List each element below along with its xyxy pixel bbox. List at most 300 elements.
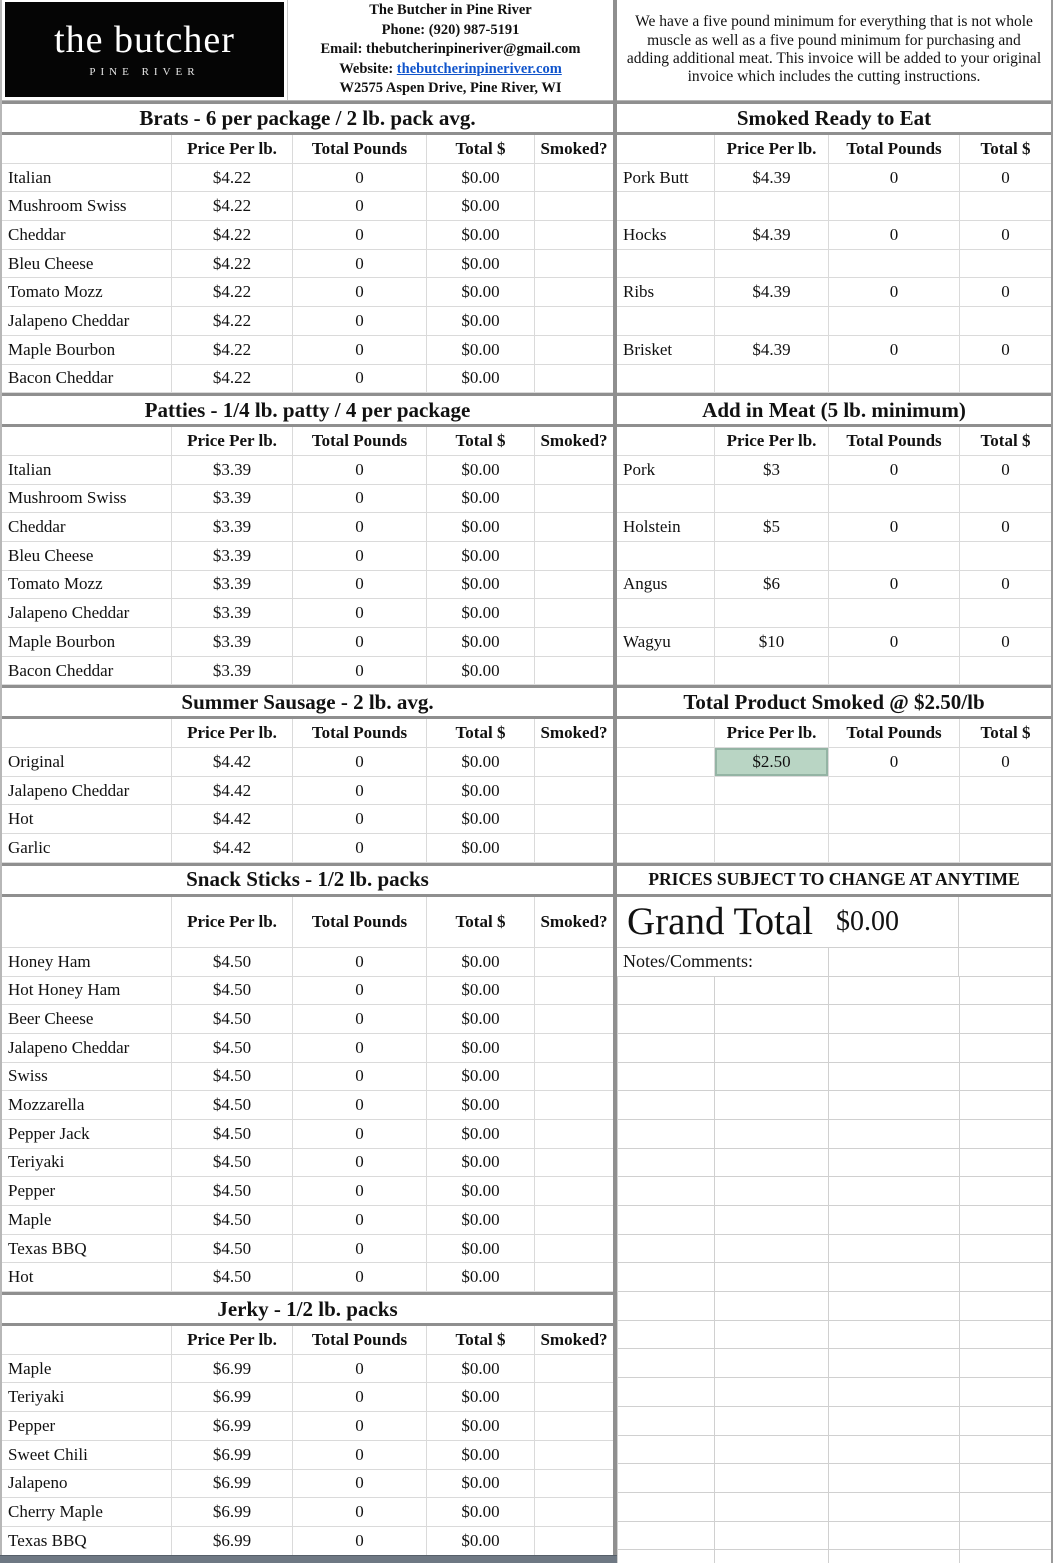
- pounds-cell[interactable]: 0: [292, 1177, 426, 1205]
- smoked-cell[interactable]: [534, 365, 613, 393]
- logo-subtitle: PINE RIVER: [89, 66, 200, 78]
- notes-blank-cell[interactable]: [828, 1292, 959, 1320]
- total-cell: $0.00: [426, 485, 534, 513]
- pounds-cell[interactable]: 0: [292, 1263, 426, 1291]
- pounds-cell[interactable]: 0: [292, 948, 426, 976]
- notes-blank-cell[interactable]: [959, 1292, 1051, 1320]
- total-cell: 0: [959, 221, 1051, 249]
- notes-blank-cell[interactable]: [828, 1349, 959, 1377]
- pounds-cell[interactable]: [828, 307, 959, 335]
- notes-blank-cell[interactable]: [959, 1120, 1051, 1148]
- column-header: Smoked?: [534, 427, 613, 455]
- pounds-cell[interactable]: [828, 192, 959, 220]
- pounds-cell[interactable]: 0: [292, 365, 426, 393]
- notes-blank-cell[interactable]: [617, 1493, 714, 1521]
- pounds-cell[interactable]: 0: [292, 192, 426, 220]
- notes-blank-cell[interactable]: [828, 1321, 959, 1349]
- pounds-cell[interactable]: 0: [828, 748, 959, 776]
- pounds-cell[interactable]: 0: [292, 1355, 426, 1383]
- smoked-cell[interactable]: [534, 1091, 613, 1119]
- notes-blank-cell[interactable]: [617, 1349, 714, 1377]
- notes-blank-cell[interactable]: [617, 1378, 714, 1406]
- notes-blank-cell[interactable]: [828, 1263, 959, 1291]
- pounds-cell[interactable]: 0: [292, 777, 426, 805]
- pounds-cell[interactable]: 0: [828, 628, 959, 656]
- notes-blank-cell[interactable]: [959, 1321, 1051, 1349]
- notes-blank-cell[interactable]: [617, 1120, 714, 1148]
- smoked-cell[interactable]: [534, 1206, 613, 1234]
- smoked-cell[interactable]: [534, 485, 613, 513]
- notes-blank-cell[interactable]: [959, 1407, 1051, 1435]
- notes-blank-cell[interactable]: [959, 1349, 1051, 1377]
- notes-blank-cell[interactable]: [617, 1177, 714, 1205]
- column-header: [2, 135, 171, 163]
- notes-blank-cell[interactable]: [714, 1493, 828, 1521]
- notes-blank-cell[interactable]: [617, 1235, 714, 1263]
- notes-blank-cell[interactable]: [828, 1206, 959, 1234]
- pounds-cell[interactable]: 0: [292, 834, 426, 862]
- pounds-cell[interactable]: 0: [292, 485, 426, 513]
- add-in-meat-row: [617, 542, 1051, 571]
- add-in-meat-title: Add in Meat (5 lb. minimum): [617, 393, 1051, 427]
- pounds-cell[interactable]: [828, 542, 959, 570]
- prices-subject-to-change-notice: PRICES SUBJECT TO CHANGE AT ANYTIME: [617, 863, 1051, 897]
- pounds-cell[interactable]: 0: [292, 1206, 426, 1234]
- pounds-cell[interactable]: 0: [292, 1235, 426, 1263]
- smoked-cell[interactable]: [534, 164, 613, 192]
- notes-blank-cell[interactable]: [828, 1120, 959, 1148]
- smoked-cell[interactable]: [534, 250, 613, 278]
- pounds-cell[interactable]: 0: [292, 250, 426, 278]
- pounds-cell[interactable]: 0: [292, 1527, 426, 1555]
- smoked-cell[interactable]: [534, 1063, 613, 1091]
- pounds-cell[interactable]: 0: [292, 628, 426, 656]
- notes-blank-cell[interactable]: [959, 1493, 1051, 1521]
- total-cell: [959, 365, 1051, 393]
- notes-blank-cell[interactable]: [959, 1063, 1051, 1091]
- notes-blank-cell[interactable]: [714, 1149, 828, 1177]
- item-label-cell: Bleu Cheese: [8, 253, 94, 273]
- pounds-cell[interactable]: 0: [292, 1120, 426, 1148]
- smoked-cell[interactable]: [534, 657, 613, 685]
- price-cell: [714, 834, 828, 862]
- pounds-cell[interactable]: [828, 485, 959, 513]
- notes-blank-cell[interactable]: [959, 1005, 1051, 1033]
- column-header: Total Pounds: [292, 719, 426, 747]
- smoked-cell[interactable]: [534, 1149, 613, 1177]
- notes-blank-row: [617, 1292, 1051, 1321]
- total-cell: $0.00: [426, 1005, 534, 1033]
- smoked-cell[interactable]: [534, 336, 613, 364]
- patties-row: [2, 599, 613, 628]
- price-cell: $4.50: [171, 1005, 292, 1033]
- item-label-cell: Pork: [623, 459, 656, 479]
- patties-row: [2, 456, 613, 485]
- notes-blank-cell[interactable]: [714, 977, 828, 1005]
- smoked-cell[interactable]: [534, 1527, 613, 1555]
- pounds-cell[interactable]: 0: [292, 1412, 426, 1440]
- pounds-cell[interactable]: 0: [292, 336, 426, 364]
- notes-cell[interactable]: [959, 948, 1051, 976]
- total-cell: [959, 805, 1051, 833]
- email-address: Email: thebutcherinpineriver@gmail.com: [320, 41, 581, 58]
- item-label-cell: Maple: [8, 1358, 52, 1378]
- notes-blank-cell[interactable]: [828, 1149, 959, 1177]
- pounds-cell[interactable]: [828, 599, 959, 627]
- notes-blank-cell[interactable]: [714, 1407, 828, 1435]
- notes-blank-cell[interactable]: [714, 1091, 828, 1119]
- pounds-cell[interactable]: 0: [292, 278, 426, 306]
- total-cell: $0.00: [426, 1412, 534, 1440]
- pounds-cell[interactable]: 0: [292, 977, 426, 1005]
- notes-blank-cell[interactable]: [617, 1063, 714, 1091]
- notes-blank-cell[interactable]: [828, 1378, 959, 1406]
- notes-cell[interactable]: [828, 948, 959, 976]
- notes-blank-cell[interactable]: [617, 1206, 714, 1234]
- patties-column-header-row: [2, 427, 613, 456]
- notes-blank-cell[interactable]: [714, 1235, 828, 1263]
- notes-blank-cell[interactable]: [617, 1464, 714, 1492]
- pounds-cell[interactable]: 0: [292, 1005, 426, 1033]
- item-label-cell: Hocks: [623, 224, 667, 244]
- pounds-cell[interactable]: [828, 365, 959, 393]
- pounds-cell[interactable]: 0: [292, 1383, 426, 1411]
- item-label-cell: Tomato Mozz: [8, 574, 103, 594]
- notes-blank-cell[interactable]: [828, 1550, 959, 1563]
- notes-blank-cell[interactable]: [959, 1235, 1051, 1263]
- total-cell: 0: [959, 336, 1051, 364]
- pounds-cell[interactable]: 0: [292, 571, 426, 599]
- item-label-cell: Honey Ham: [8, 951, 91, 971]
- patties-row: [2, 485, 613, 514]
- total-cell: $0.00: [426, 977, 534, 1005]
- total-cell: 0: [959, 164, 1051, 192]
- brats-row: [2, 250, 613, 279]
- price-cell: [714, 805, 828, 833]
- total-cell: [959, 192, 1051, 220]
- smoked-cell[interactable]: [534, 748, 613, 776]
- price-cell: $3.39: [171, 628, 292, 656]
- pounds-cell[interactable]: [828, 834, 959, 862]
- pounds-cell[interactable]: 0: [292, 307, 426, 335]
- notes-blank-cell[interactable]: [714, 1063, 828, 1091]
- smoked-ready-to-eat-row: [617, 336, 1051, 365]
- notes-blank-cell[interactable]: [828, 1034, 959, 1062]
- notes-blank-cell[interactable]: [714, 1522, 828, 1550]
- column-header: Smoked?: [534, 1326, 613, 1354]
- column-header: Total Pounds: [292, 427, 426, 455]
- item-label-cell: [617, 485, 714, 513]
- column-header: [617, 135, 714, 163]
- total-cell: $0.00: [426, 1235, 534, 1263]
- notes-blank-cell[interactable]: [714, 1321, 828, 1349]
- price-cell: $4.39: [714, 278, 828, 306]
- jerky-row: [2, 1355, 613, 1384]
- notes-blank-cell[interactable]: [828, 1091, 959, 1119]
- notes-blank-cell[interactable]: [959, 1522, 1051, 1550]
- pounds-cell[interactable]: [828, 805, 959, 833]
- notes-blank-row: [617, 1464, 1051, 1493]
- price-cell: $4.22: [171, 278, 292, 306]
- pounds-cell[interactable]: 0: [828, 221, 959, 249]
- price-cell: $6.99: [171, 1498, 292, 1526]
- item-label-cell: Original: [8, 751, 65, 771]
- smoked-cell[interactable]: [534, 278, 613, 306]
- smoked-cell[interactable]: [534, 1235, 613, 1263]
- snack-sticks-column-header-row: [2, 897, 613, 948]
- notes-blank-row: [617, 1493, 1051, 1522]
- notes-blank-cell[interactable]: [714, 1263, 828, 1291]
- butcher-logo: [5, 2, 284, 97]
- brats-row: [2, 307, 613, 336]
- pounds-cell[interactable]: 0: [828, 571, 959, 599]
- notes-blank-cell[interactable]: [828, 1407, 959, 1435]
- pounds-cell[interactable]: 0: [828, 278, 959, 306]
- notes-blank-cell[interactable]: [714, 1005, 828, 1033]
- smoked-cell[interactable]: [534, 1177, 613, 1205]
- total-cell: $0.00: [426, 365, 534, 393]
- website-link[interactable]: thebutcherinpineriver.com: [396, 60, 562, 77]
- notes-blank-cell[interactable]: [714, 1292, 828, 1320]
- smoked-cell[interactable]: [534, 513, 613, 541]
- pounds-cell[interactable]: 0: [828, 336, 959, 364]
- pounds-cell[interactable]: 0: [292, 456, 426, 484]
- website-label: Website:: [339, 60, 397, 77]
- item-label-cell: Mushroom Swiss: [8, 196, 127, 216]
- total-cell: $0.00: [426, 748, 534, 776]
- item-label-cell: Mushroom Swiss: [8, 488, 127, 508]
- notes-blank-row: [617, 1063, 1051, 1092]
- total-cell: $0.00: [426, 307, 534, 335]
- notes-blank-cell[interactable]: [959, 977, 1051, 1005]
- smoked-cell[interactable]: [534, 1263, 613, 1291]
- smoked-cell[interactable]: [534, 1470, 613, 1498]
- item-label-cell: Pepper Jack: [8, 1123, 90, 1143]
- pounds-cell[interactable]: 0: [292, 513, 426, 541]
- notes-blank-cell[interactable]: [828, 1522, 959, 1550]
- notes-blank-cell[interactable]: [828, 1063, 959, 1091]
- column-header: [617, 719, 714, 747]
- notes-blank-cell[interactable]: [714, 1206, 828, 1234]
- smoked-cell[interactable]: [534, 542, 613, 570]
- pounds-cell[interactable]: 0: [828, 456, 959, 484]
- smoked-cell[interactable]: [534, 834, 613, 862]
- notes-blank-cell[interactable]: [617, 1034, 714, 1062]
- total-cell: 0: [959, 571, 1051, 599]
- smoked-cell[interactable]: [534, 628, 613, 656]
- grand-total-value: $0.00: [828, 897, 959, 947]
- price-cell: [714, 777, 828, 805]
- notes-blank-cell[interactable]: [714, 1464, 828, 1492]
- pounds-cell[interactable]: 0: [292, 1063, 426, 1091]
- total-cell: $0.00: [426, 1498, 534, 1526]
- total-cell: [959, 542, 1051, 570]
- notes-blank-cell[interactable]: [959, 1091, 1051, 1119]
- notes-blank-cell[interactable]: [828, 1177, 959, 1205]
- item-label-cell: Texas BBQ: [8, 1530, 87, 1550]
- notes-blank-cell[interactable]: [714, 1120, 828, 1148]
- item-label-cell: Cherry Maple: [8, 1502, 103, 1522]
- sheet-header: [2, 0, 613, 101]
- item-label-cell: Wagyu: [623, 631, 671, 651]
- notes-blank-cell[interactable]: [828, 1436, 959, 1464]
- grand-total-label: Grand Total: [627, 900, 814, 944]
- brats-row: [2, 164, 613, 193]
- item-label-cell: [617, 307, 714, 335]
- patties-row: [2, 571, 613, 600]
- smoked-cell[interactable]: [534, 1441, 613, 1469]
- column-header: Total $: [959, 719, 1051, 747]
- item-label-cell: Hot: [8, 1267, 34, 1287]
- notes-blank-cell[interactable]: [959, 1206, 1051, 1234]
- notes-blank-cell[interactable]: [828, 977, 959, 1005]
- price-cell: $4.50: [171, 1235, 292, 1263]
- notes-blank-cell[interactable]: [714, 1436, 828, 1464]
- smoked-cell[interactable]: [534, 1355, 613, 1383]
- notes-blank-cell[interactable]: [959, 1378, 1051, 1406]
- pounds-cell[interactable]: 0: [292, 221, 426, 249]
- pounds-cell[interactable]: [828, 250, 959, 278]
- pounds-cell[interactable]: 0: [828, 513, 959, 541]
- price-cell: [714, 599, 828, 627]
- pounds-cell[interactable]: 0: [292, 599, 426, 627]
- smoked-cell[interactable]: [534, 1412, 613, 1440]
- smoked-cell[interactable]: [534, 599, 613, 627]
- total-cell: $0.00: [426, 599, 534, 627]
- total-cell: [959, 599, 1051, 627]
- pounds-cell[interactable]: 0: [292, 542, 426, 570]
- pounds-cell[interactable]: 0: [292, 805, 426, 833]
- pounds-cell[interactable]: 0: [292, 748, 426, 776]
- item-label-cell: [617, 542, 714, 570]
- item-label-cell: Pork Butt: [623, 167, 689, 187]
- notes-blank-cell[interactable]: [828, 1464, 959, 1492]
- notes-blank-cell[interactable]: [617, 1436, 714, 1464]
- smoked-cell[interactable]: [534, 192, 613, 220]
- price-cell: $4.39: [714, 164, 828, 192]
- item-label-cell: Italian: [8, 167, 52, 187]
- notes-blank-row: [617, 1407, 1051, 1436]
- smoked-cell[interactable]: [534, 456, 613, 484]
- notes-blank-cell[interactable]: [959, 1436, 1051, 1464]
- pounds-cell[interactable]: [828, 657, 959, 685]
- item-label-cell: Maple Bourbon: [8, 631, 116, 651]
- snack-sticks-row: [2, 948, 613, 977]
- price-cell: $4.50: [171, 1063, 292, 1091]
- logo-cell: [2, 0, 288, 100]
- pounds-cell[interactable]: 0: [292, 164, 426, 192]
- notes-blank-cell[interactable]: [959, 1034, 1051, 1062]
- notes-blank-cell[interactable]: [714, 1177, 828, 1205]
- pounds-cell[interactable]: 0: [292, 1034, 426, 1062]
- total-cell: $0.00: [426, 1149, 534, 1177]
- smoked-cell[interactable]: [534, 777, 613, 805]
- smoked-cell[interactable]: [534, 221, 613, 249]
- notes-blank-row: [617, 1235, 1051, 1264]
- notes-blank-cell[interactable]: [617, 1321, 714, 1349]
- pounds-cell[interactable]: 0: [828, 164, 959, 192]
- minimum-policy-notice: We have a five pound minimum for everything that is not whole muscle as well as a five pound minimum for purchasing and adding additional meat. This invoice will be added to your original invoice which includes the cutting instructions.: [617, 0, 1051, 101]
- pounds-cell[interactable]: [828, 777, 959, 805]
- notes-blank-cell[interactable]: [617, 1550, 714, 1563]
- notes-blank-cell[interactable]: [617, 1091, 714, 1119]
- total-cell: $0.00: [426, 221, 534, 249]
- total-cell: $0.00: [426, 1441, 534, 1469]
- notes-blank-cell[interactable]: [828, 1005, 959, 1033]
- smoked-cell[interactable]: [534, 307, 613, 335]
- smoked-cell[interactable]: [534, 1034, 613, 1062]
- item-label-cell: [617, 748, 714, 776]
- notes-blank-cell[interactable]: [959, 1464, 1051, 1492]
- smoked-cell[interactable]: [534, 1005, 613, 1033]
- notes-blank-cell[interactable]: [617, 1407, 714, 1435]
- price-cell: $4.39: [714, 336, 828, 364]
- total-cell: 0: [959, 748, 1051, 776]
- pounds-cell[interactable]: 0: [292, 1470, 426, 1498]
- total-cell: $0.00: [426, 1527, 534, 1555]
- notes-blank-cell[interactable]: [959, 1177, 1051, 1205]
- item-label-cell: Bacon Cheddar: [8, 660, 114, 680]
- notes-blank-cell[interactable]: [617, 1263, 714, 1291]
- pounds-cell[interactable]: 0: [292, 1441, 426, 1469]
- total-cell: $0.00: [426, 777, 534, 805]
- notes-blank-cell[interactable]: [617, 1522, 714, 1550]
- jerky-row: [2, 1498, 613, 1527]
- notes-blank-cell[interactable]: [714, 1034, 828, 1062]
- notes-blank-cell[interactable]: [714, 1378, 828, 1406]
- smoked-cell[interactable]: [534, 1383, 613, 1411]
- notes-blank-cell[interactable]: [959, 1149, 1051, 1177]
- smoked-ready-to-eat-column-header-row: [617, 135, 1051, 164]
- notes-blank-cell[interactable]: [959, 1263, 1051, 1291]
- notes-blank-cell[interactable]: [617, 977, 714, 1005]
- notes-blank-cell[interactable]: [714, 1349, 828, 1377]
- pounds-cell[interactable]: 0: [292, 1498, 426, 1526]
- pounds-cell[interactable]: 0: [292, 657, 426, 685]
- notes-blank-row: [617, 1522, 1051, 1551]
- total-cell: [959, 657, 1051, 685]
- total-cell: $0.00: [426, 192, 534, 220]
- smoked-cell[interactable]: [534, 571, 613, 599]
- notes-blank-cell[interactable]: [828, 1493, 959, 1521]
- notes-blank-cell[interactable]: [617, 1292, 714, 1320]
- total-product-smoked-row: [617, 777, 1051, 806]
- total-cell: [959, 250, 1051, 278]
- item-label-cell: [617, 192, 714, 220]
- smoking-price-cell[interactable]: $2.50: [714, 748, 828, 776]
- pounds-cell[interactable]: 0: [292, 1091, 426, 1119]
- price-cell: $10: [714, 628, 828, 656]
- notes-blank-cell[interactable]: [959, 1550, 1051, 1563]
- notes-blank-cell[interactable]: [714, 1550, 828, 1563]
- smoked-cell[interactable]: [534, 948, 613, 976]
- add-in-meat-row: [617, 485, 1051, 514]
- item-label-cell: Bacon Cheddar: [8, 368, 114, 388]
- total-cell: $0.00: [426, 513, 534, 541]
- notes-blank-cell[interactable]: [617, 1149, 714, 1177]
- column-header: [2, 719, 171, 747]
- pounds-cell[interactable]: 0: [292, 1149, 426, 1177]
- notes-blank-cell[interactable]: [617, 1005, 714, 1033]
- smoked-cell[interactable]: [534, 1120, 613, 1148]
- item-label-cell: Cheddar: [8, 224, 66, 244]
- smoked-cell[interactable]: [534, 977, 613, 1005]
- notes-blank-cell[interactable]: [828, 1235, 959, 1263]
- smoked-cell[interactable]: [534, 1498, 613, 1526]
- snack-sticks-row: [2, 1034, 613, 1063]
- smoked-cell[interactable]: [534, 805, 613, 833]
- column-header: Total $: [426, 1326, 534, 1354]
